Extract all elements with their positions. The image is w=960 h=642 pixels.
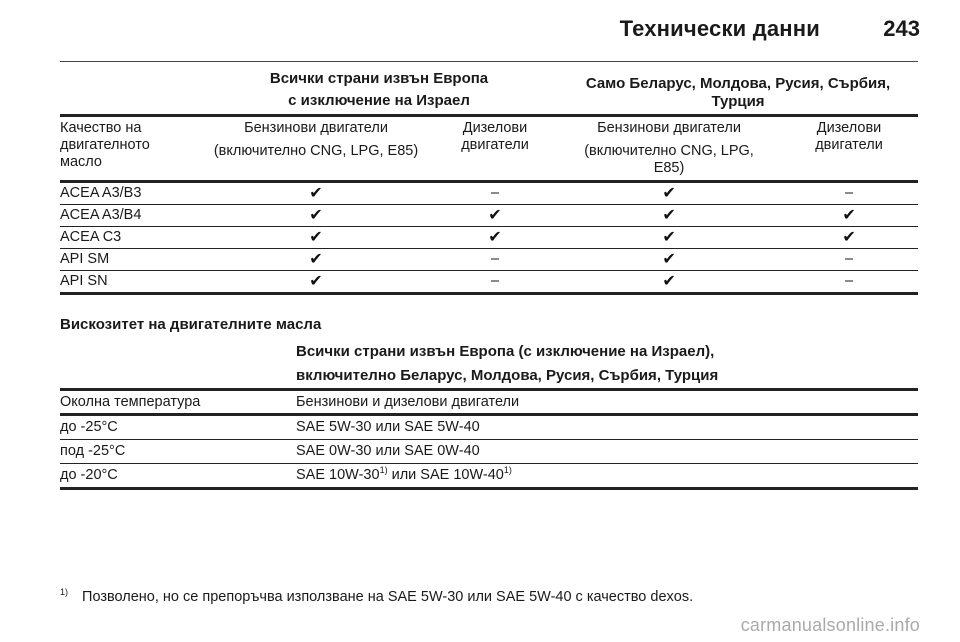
- group-header-outside-europe: Всички страни извън Европа с изключение на Израел: [269, 70, 489, 109]
- footnote: [60, 589, 693, 605]
- cell-value: ✔: [558, 249, 780, 271]
- table-row: до -20°C SAE 10W-30$^{1)}$ или SAE 10W-40$^{1)}$: [60, 464, 918, 489]
- column-header-petrol-engines-2: Бензинови двигатели (включително CNG, LPG, E85): [558, 116, 780, 182]
- cell-value: ✔: [200, 249, 432, 271]
- column-header-ambient-temperature: Околна температура: [60, 390, 296, 415]
- column-header-petrol-engines-1: Бензинови двигатели (включително CNG, LPG, E85): [200, 116, 432, 182]
- table-row: ACEA A3/B4 ✔ ✔ ✔ ✔: [60, 205, 918, 227]
- cell-value: –: [432, 182, 558, 205]
- column-header-oil-quality: Качество на двигателното масло: [60, 116, 200, 182]
- table-group-header-row: [60, 342, 918, 390]
- footnote-marker: 1): [60, 587, 69, 598]
- viscosity-section-title: Вискозитет на двигателните масла: [60, 316, 322, 333]
- group-header-all-countries: Всички страни извън Европа (с изключение на Израел), включително Беларус, Молдова, Русия, Сърбия, Турция: [296, 343, 719, 384]
- cell-value: –: [780, 271, 918, 294]
- cell-value: ✔: [432, 227, 558, 249]
- cell-value: –: [780, 249, 918, 271]
- header-divider: [60, 61, 918, 62]
- cell-value: ✔: [558, 227, 780, 249]
- footnote-ref: 1): [503, 465, 512, 476]
- cell-value: ✔: [432, 205, 558, 227]
- cell-value: ✔: [558, 271, 780, 294]
- cell-value: ✔: [200, 271, 432, 294]
- table-header-row: [60, 390, 918, 415]
- viscosity-table: [60, 342, 918, 490]
- table-row: API SM ✔ – ✔ –: [60, 249, 918, 271]
- watermark: carmanualsonline.info: [740, 615, 920, 635]
- footnote-text: Позволено, но се препоръчва използване на SAE 5W-30 или SAE 5W-40 с качество dexos.: [82, 589, 694, 605]
- cell-value: ✔: [200, 227, 432, 249]
- page-number: 243: [883, 16, 920, 41]
- footnote-ref: 1): [379, 465, 388, 476]
- table-group-header-row: [60, 70, 918, 116]
- cell-value: ✔: [200, 205, 432, 227]
- cell-value: ✔: [780, 205, 918, 227]
- column-header-diesel-engines-2: Дизелови двигатели: [780, 116, 918, 182]
- page-title: Технически данни: [619, 16, 820, 41]
- group-header-belarus-etc: Само Беларус, Молдова, Русия, Сърбия, Турция: [585, 75, 891, 110]
- cell-value: –: [780, 182, 918, 205]
- cell-value: ✔: [558, 205, 780, 227]
- cell-value: ✔: [200, 182, 432, 205]
- table-row: ACEA C3 ✔ ✔ ✔ ✔: [60, 227, 918, 249]
- column-header-engines: Бензинови и дизелови двигатели: [296, 390, 918, 415]
- cell-value: ✔: [558, 182, 780, 205]
- table-header-row: [60, 116, 918, 182]
- table-row: API SN ✔ – ✔ –: [60, 271, 918, 294]
- table-row: ACEA A3/B3 ✔ – ✔ –: [60, 182, 918, 205]
- cell-value: –: [432, 249, 558, 271]
- column-header-diesel-engines-1: Дизелови двигатели: [432, 116, 558, 182]
- cell-value: ✔: [780, 227, 918, 249]
- cell-value: –: [432, 271, 558, 294]
- table-row: под -25°C SAE 0W-30 или SAE 0W-40: [60, 440, 918, 464]
- table-row: до -25°C SAE 5W-30 или SAE 5W-40: [60, 415, 918, 440]
- oil-quality-table: [60, 70, 918, 295]
